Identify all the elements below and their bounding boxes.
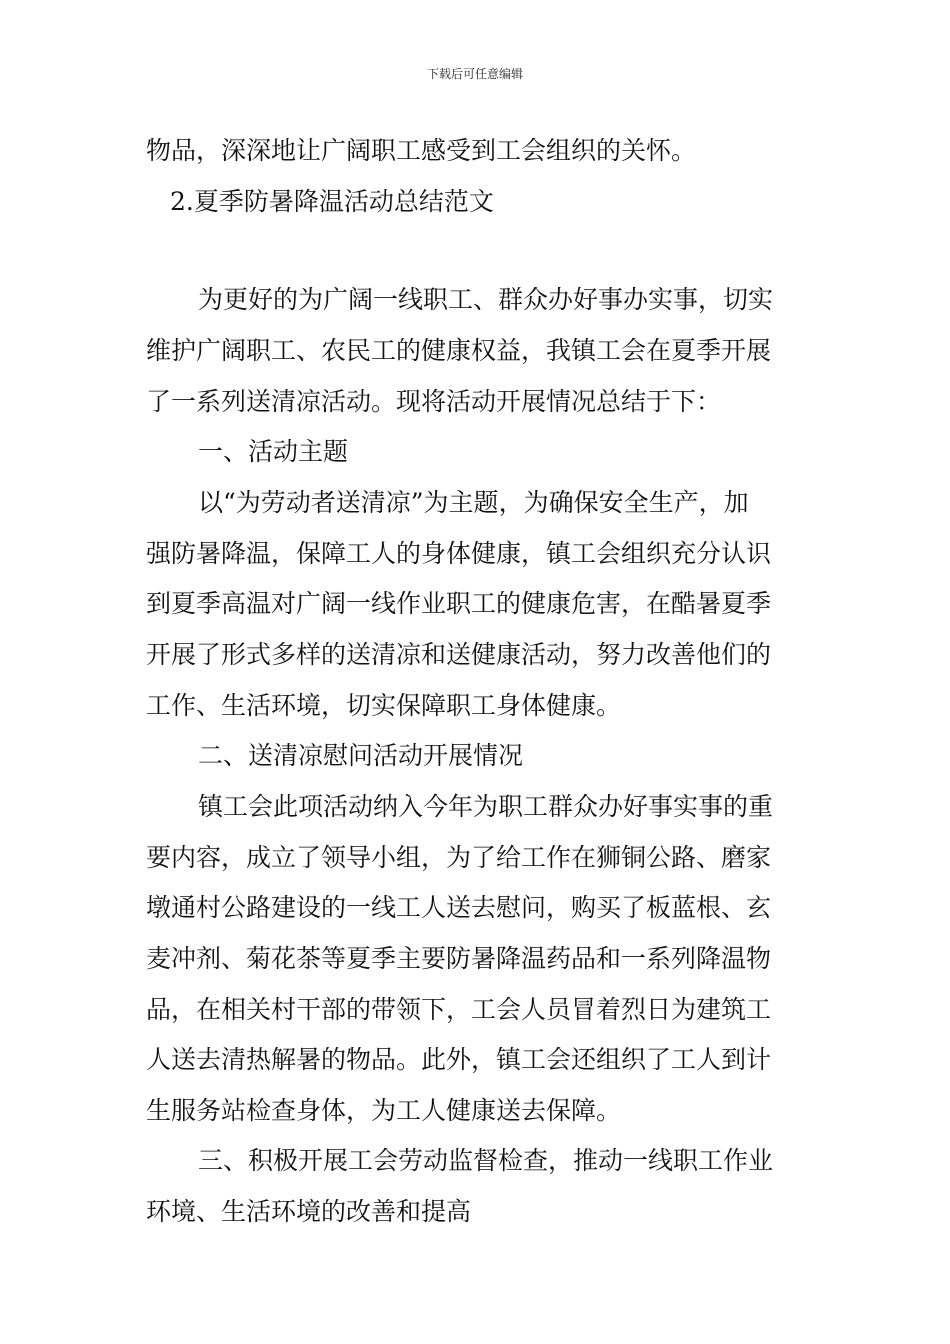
text-line: 环境、生活环境的改善和提高 bbox=[146, 1197, 472, 1226]
page-header: 下载后可任意编辑 bbox=[426, 67, 523, 81]
text-line: 要内容，成立了领导小组，为了给工作在狮铜公路、磨家 bbox=[146, 843, 772, 872]
text-line: 到夏季高温对广阔一线作业职工的健康危害，在酷暑夏季 bbox=[146, 589, 772, 618]
text-line: 了一系列送清凉活动。现将活动开展情况总结于下： bbox=[146, 387, 722, 416]
text-line: 工作、生活环境，切实保障职工身体健康。 bbox=[146, 691, 622, 720]
text-line: 墩通村公路建设的一线工人送去慰问，购买了板蓝根、玄 bbox=[146, 893, 772, 922]
section-heading: 二、送清凉慰问活动开展情况 bbox=[198, 741, 524, 770]
section-heading: 三、积极开展工会劳动监督检查，推动一线职工作业 bbox=[198, 1146, 774, 1175]
text-line: 维护广阔职工、农民工的健康权益，我镇工会在夏季开展 bbox=[146, 336, 772, 365]
section-heading: 2.夏季防暑降温活动总结范文 bbox=[170, 187, 494, 216]
text-line: 人送去清热解暑的物品。此外，镇工会还组织了工人到计 bbox=[146, 1045, 772, 1074]
paragraph-first-line: 镇工会此项活动纳入今年为职工群众办好事实事的重 bbox=[198, 792, 774, 821]
text-line: 开展了形式多样的送清凉和送健康活动，努力改善他们的 bbox=[146, 640, 772, 669]
paragraph-first-line: 以“为劳动者送清凉”为主题，为确保安全生产，加 bbox=[198, 488, 749, 517]
text-line: 生服务站检查身体，为工人健康送去保障。 bbox=[146, 1096, 622, 1125]
text-line: 物品，深深地让广阔职工感受到工会组织的关怀。 bbox=[146, 136, 697, 165]
paragraph-first-line: 为更好的为广阔一线职工、群众办好事办实事，切实 bbox=[198, 285, 774, 314]
text-line: 麦冲剂、菊花茶等夏季主要防暑降温药品和一系列降温物 bbox=[146, 944, 772, 973]
text-line: 品，在相关村干部的带领下，工会人员冒着烈日为建筑工 bbox=[146, 995, 772, 1024]
text-line: 强防暑降温，保障工人的身体健康，镇工会组织充分认识 bbox=[146, 539, 772, 568]
section-heading: 一、活动主题 bbox=[198, 437, 349, 466]
